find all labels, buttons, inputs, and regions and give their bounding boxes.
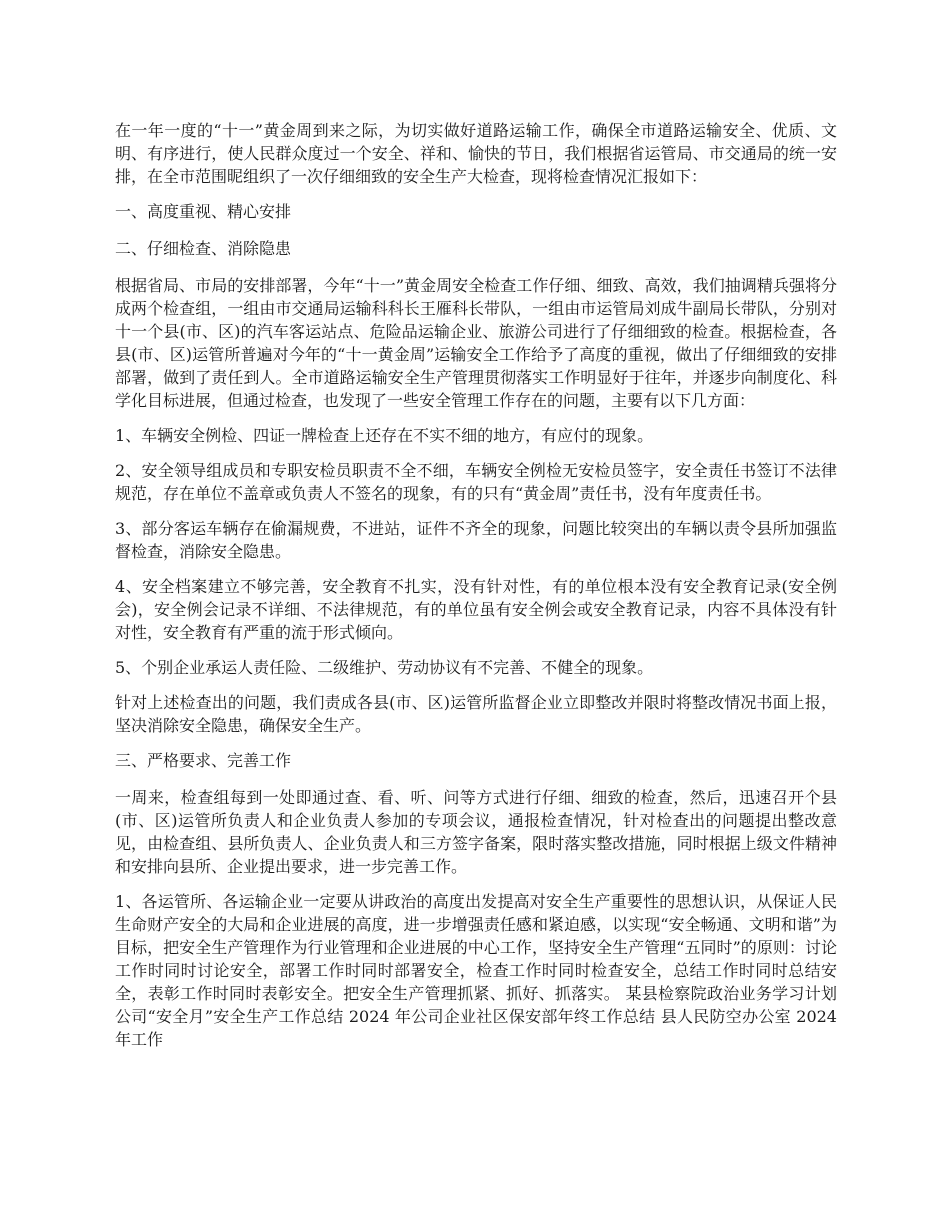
issue-item-2: 2、安全领导组成员和专职安检员职责不全不细，车辆安全例检无安检员签字，安全责任书签订不法律规范，存在单位不盖章或负责人不签名的现象，有的只有“黄金周”责任书，没有年度责任书。	[115, 461, 837, 503]
issue-item-1: 1、车辆安全例检、四证一牌检查上还存在不实不细的地方，有应付的现象。	[115, 426, 654, 445]
inspection-paragraph: 根据省局、市局的安排部署，今年“十一”黄金周安全检查工作仔细、细致、高效，我们抽调精兵强将分成两个检查组，一组由市交通局运输科科长王雁科长带队，一组由市运管局刘成牛副局长带队，分别对十一个县(市、区)的汽车客运站点、危险品运输企业、旅游公司进行了仔细细致的检查。根据检查，各县(市、区)运管所普遍对今年的“十一黄金周”运输安全工作给予了高度的重视，做出了仔细细致的安排部署，做到了责任到人。全市道路运输安全生产管理贯彻落实工作明显好于往年，并逐步向制度化、科学化目标进展，但通过检查，也发现了一些安全管理工作存在的问题，主要有以下几方面：	[115, 276, 837, 410]
requirement-item-1: 1、各运管所、各运输企业一定要从讲政治的高度出发提高对安全生产重要性的思想认识，从保证人民生命财产安全的大局和企业进展的高度，进一步增强责任感和紧迫感，以实现“安全畅通、文明和谐”为目标，把安全生产管理作为行业管理和企业进展的中心工作，坚持安全生产管理“五同时”的原则：讨论工作时同时讨论安全，部署工作时同时部署安全，检查工作时同时检查安全，总结工作时同时总结安全，表彰工作时同时表彰安全。把安全生产管理抓紧、抓好、抓落实。 某县检察院政治业务学习计划 公司“安全月”安全生产工作总结 2024 年公司企业社区保安部年终工作总结 县人民防空办公室 2024 年工作	[115, 892, 837, 1049]
weekly-summary-paragraph: 一周来，检查组每到一处即通过查、看、听、问等方式进行仔细、细致的检查，然后，迅速召开个县(市、区)运管所负责人和企业负责人参加的专项会议，通报检查情况，针对检查出的问题提出整改意见，由检查组、县所负责人、企业负责人和三方签字备案，限时落实整改措施，同时根据上级文件精神和安排向县所、企业提出要求，进一步完善工作。	[115, 788, 837, 876]
issue-item-3: 3、部分客运车辆存在偷漏规费，不进站，证件不齐全的现象，问题比较突出的车辆以责令县所加强监督检查，消除安全隐患。	[115, 519, 837, 561]
section-heading-3: 三、严格要求、完善工作	[115, 751, 292, 770]
issue-item-5: 5、个别企业承运人责任险、二级维护、劳动协议有不完善、不健全的现象。	[115, 658, 654, 677]
issue-item-4: 4、安全档案建立不够完善，安全教育不扎实，没有针对性，有的单位根本没有安全教育记录(安全例会)，安全例会记录不详细、不法律规范，有的单位虽有安全例会或安全教育记录，内容不具体没有针对性，安全教育有严重的流于形式倾向。	[115, 577, 837, 642]
section-heading-2: 二、仔细检查、消除隐患	[115, 239, 292, 258]
section-heading-1: 一、高度重视、精心安排	[115, 202, 292, 221]
intro-paragraph: 在一年一度的“十一”黄金周到来之际，为切实做好道路运输工作，确保全市道路运输安全、优质、文明、有序进行，使人民群众度过一个安全、祥和、愉快的节日，我们根据省运管局、市交通局的统一安排，在全市范围昵组织了一次仔细细致的安全生产大检查，现将检查情况汇报如下：	[115, 121, 837, 186]
document-body	[115, 119, 837, 1063]
rectification-paragraph: 针对上述检查出的问题，我们责成各县(市、区)运管所监督企业立即整改并限时将整改情况书面上报，坚决消除安全隐患，确保安全生产。	[115, 693, 837, 735]
